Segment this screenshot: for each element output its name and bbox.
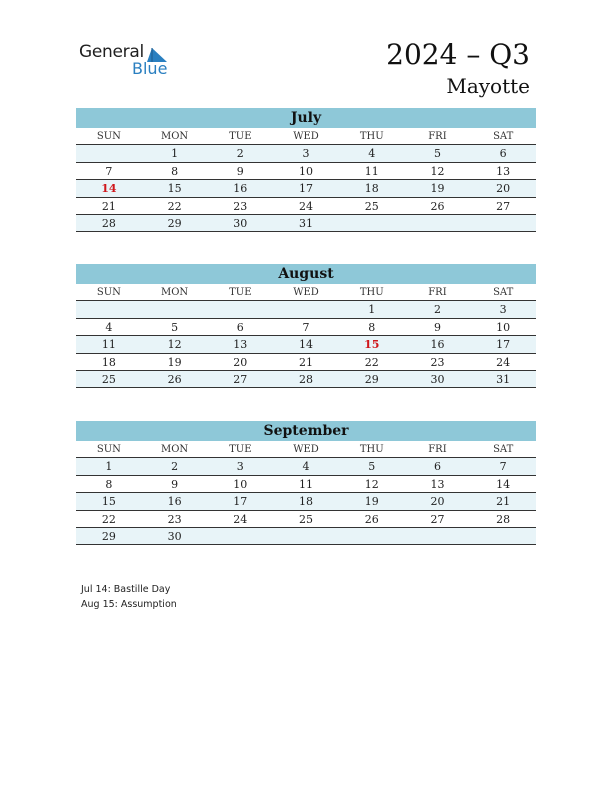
weekday-label: FRI — [428, 131, 447, 142]
week-row — [76, 336, 536, 353]
day-cell: 5 — [368, 460, 376, 474]
day-cell: 12 — [430, 164, 445, 178]
week-row — [76, 511, 536, 528]
page-title: 2024 – Q3 — [386, 38, 530, 71]
day-cell: 25 — [101, 372, 116, 386]
day-cell: 29 — [167, 216, 182, 230]
empty-day-cell — [207, 528, 273, 544]
empty-day-cell — [405, 528, 471, 544]
day-cell: 15 — [101, 495, 116, 509]
day-cell: 19 — [430, 182, 445, 196]
day-cell: 5 — [171, 320, 179, 334]
day-cell: 2 — [433, 303, 441, 317]
day-cell: 26 — [364, 512, 379, 526]
day-cell: 3 — [302, 147, 310, 161]
week-row — [76, 163, 536, 180]
weekday-row — [76, 284, 536, 301]
day-cell: 4 — [302, 460, 310, 474]
day-cell: 2 — [171, 460, 179, 474]
day-cell: 6 — [236, 320, 244, 334]
day-cell: 10 — [299, 164, 314, 178]
day-cell: 19 — [167, 355, 182, 369]
weekday-label: SUN — [96, 444, 121, 455]
weekday-label: THU — [359, 444, 384, 455]
day-cell: 27 — [233, 372, 248, 386]
weekday-label: TUE — [229, 287, 252, 298]
empty-day-cell — [76, 145, 142, 161]
day-cell: 16 — [167, 495, 182, 509]
day-cell: 27 — [430, 512, 445, 526]
weekday-label: MON — [160, 131, 189, 142]
day-cell: 18 — [101, 355, 116, 369]
day-cell: 21 — [299, 355, 314, 369]
empty-day-cell — [76, 301, 142, 317]
week-row — [76, 528, 536, 545]
day-cell: 30 — [233, 216, 248, 230]
day-cell: 15 — [167, 182, 182, 196]
day-cell: 10 — [496, 320, 511, 334]
empty-day-cell — [405, 215, 471, 231]
week-row — [76, 198, 536, 215]
day-cell: 26 — [167, 372, 182, 386]
empty-day-cell — [207, 301, 273, 317]
empty-day-cell — [470, 215, 536, 231]
day-cell: 28 — [496, 512, 511, 526]
week-row — [76, 145, 536, 162]
day-cell: 3 — [236, 460, 244, 474]
day-cell: 26 — [430, 199, 445, 213]
weekday-label: SAT — [493, 131, 514, 142]
day-cell: 7 — [302, 320, 310, 334]
brand-logo — [79, 42, 189, 82]
day-cell: 29 — [101, 529, 116, 543]
weekday-row — [76, 128, 536, 145]
day-cell: 20 — [430, 495, 445, 509]
weekday-label: SAT — [493, 287, 514, 298]
weekday-label: SUN — [96, 287, 121, 298]
day-cell: 6 — [499, 147, 507, 161]
day-cell: 30 — [167, 529, 182, 543]
day-cell: 3 — [499, 303, 507, 317]
day-cell: 10 — [233, 477, 248, 491]
day-cell: 12 — [364, 477, 379, 491]
day-cell: 14 — [101, 182, 117, 196]
month-header: September — [76, 421, 536, 441]
weekday-label: TUE — [229, 444, 252, 455]
day-cell: 20 — [233, 355, 248, 369]
day-cell: 4 — [105, 320, 113, 334]
day-cell: 8 — [171, 164, 179, 178]
day-cell: 22 — [101, 512, 116, 526]
weekday-label: TUE — [229, 131, 252, 142]
day-cell: 9 — [236, 164, 244, 178]
weekday-label: FRI — [428, 287, 447, 298]
day-cell: 30 — [430, 372, 445, 386]
brand-name-general: General — [79, 42, 144, 62]
day-cell: 28 — [101, 216, 116, 230]
day-cell: 14 — [299, 338, 314, 352]
weekday-label: THU — [359, 131, 384, 142]
day-cell: 18 — [364, 182, 379, 196]
weekday-label: MON — [160, 444, 189, 455]
day-cell: 22 — [167, 199, 182, 213]
day-cell: 1 — [368, 303, 376, 317]
week-row — [76, 319, 536, 336]
brand-name-blue: Blue — [132, 59, 168, 78]
day-cell: 31 — [299, 216, 314, 230]
day-cell: 12 — [167, 338, 182, 352]
month-header: August — [76, 264, 536, 284]
week-row — [76, 371, 536, 388]
week-row — [76, 180, 536, 197]
day-cell: 17 — [496, 338, 511, 352]
empty-day-cell — [273, 301, 339, 317]
day-cell: 28 — [299, 372, 314, 386]
day-cell: 13 — [496, 164, 511, 178]
day-cell: 16 — [233, 182, 248, 196]
holiday-note: Jul 14: Bastille Day — [81, 584, 171, 595]
day-cell: 20 — [496, 182, 511, 196]
day-cell: 15 — [364, 338, 380, 352]
day-cell: 11 — [299, 477, 314, 491]
weekday-label: WED — [293, 444, 319, 455]
month-august — [76, 264, 536, 388]
week-row — [76, 215, 536, 232]
empty-day-cell — [273, 528, 339, 544]
month-july — [76, 108, 536, 232]
day-cell: 21 — [101, 199, 116, 213]
weekday-label: THU — [359, 287, 384, 298]
empty-day-cell — [339, 215, 405, 231]
week-row — [76, 354, 536, 371]
month-header: July — [76, 108, 536, 128]
week-row — [76, 476, 536, 493]
day-cell: 5 — [433, 147, 441, 161]
day-cell: 31 — [496, 372, 511, 386]
day-cell: 23 — [167, 512, 182, 526]
weekday-label: WED — [293, 287, 319, 298]
day-cell: 17 — [233, 495, 248, 509]
week-row — [76, 301, 536, 318]
week-row — [76, 493, 536, 510]
day-cell: 1 — [105, 460, 113, 474]
day-cell: 23 — [233, 199, 248, 213]
day-cell: 19 — [364, 495, 379, 509]
weekday-row — [76, 441, 536, 458]
day-cell: 4 — [368, 147, 376, 161]
holiday-note: Aug 15: Assumption — [81, 599, 177, 610]
holiday-notes — [81, 582, 177, 612]
day-cell: 13 — [233, 338, 248, 352]
weekday-label: FRI — [428, 444, 447, 455]
day-cell: 8 — [368, 320, 376, 334]
day-cell: 24 — [496, 355, 511, 369]
empty-day-cell — [142, 301, 208, 317]
day-cell: 25 — [364, 199, 379, 213]
weekday-label: SAT — [493, 444, 514, 455]
day-cell: 29 — [364, 372, 379, 386]
page-subtitle: Mayotte — [446, 74, 530, 98]
week-row — [76, 458, 536, 475]
day-cell: 9 — [171, 477, 179, 491]
weekday-label: SUN — [96, 131, 121, 142]
weekday-label: MON — [160, 287, 189, 298]
day-cell: 16 — [430, 338, 445, 352]
day-cell: 11 — [364, 164, 379, 178]
day-cell: 18 — [299, 495, 314, 509]
empty-day-cell — [339, 528, 405, 544]
day-cell: 17 — [299, 182, 314, 196]
day-cell: 1 — [171, 147, 179, 161]
day-cell: 8 — [105, 477, 113, 491]
day-cell: 7 — [105, 164, 113, 178]
day-cell: 7 — [499, 460, 507, 474]
day-cell: 2 — [236, 147, 244, 161]
weekday-label: WED — [293, 131, 319, 142]
day-cell: 13 — [430, 477, 445, 491]
day-cell: 6 — [433, 460, 441, 474]
empty-day-cell — [470, 528, 536, 544]
day-cell: 11 — [101, 338, 116, 352]
month-september — [76, 421, 536, 545]
day-cell: 27 — [496, 199, 511, 213]
day-cell: 22 — [364, 355, 379, 369]
day-cell: 9 — [433, 320, 441, 334]
day-cell: 23 — [430, 355, 445, 369]
day-cell: 21 — [496, 495, 511, 509]
day-cell: 14 — [496, 477, 511, 491]
day-cell: 24 — [299, 199, 314, 213]
day-cell: 24 — [233, 512, 248, 526]
day-cell: 25 — [299, 512, 314, 526]
